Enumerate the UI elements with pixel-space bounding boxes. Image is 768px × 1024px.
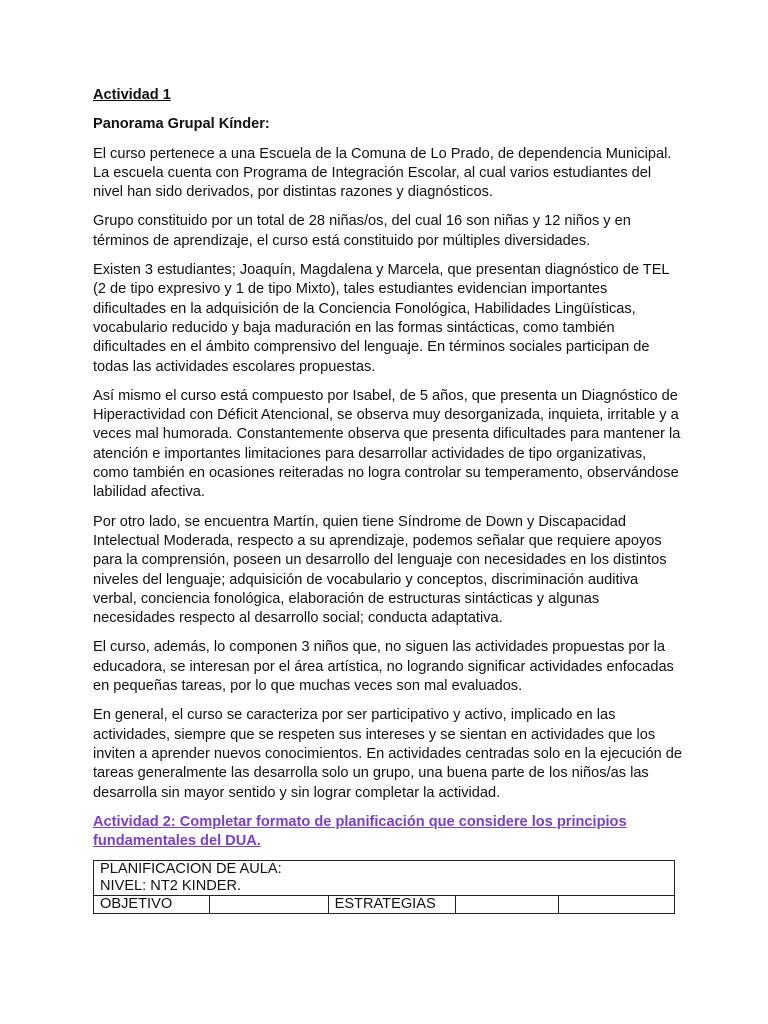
planning-table	[93, 860, 675, 914]
activity2-title: Actividad 2: Completar formato de planificación que considere los principios fundamentales del DUA.	[93, 813, 627, 850]
section-title: Panorama Grupal Kínder:	[93, 116, 270, 133]
col-objetivo: OBJETIVO	[94, 896, 210, 914]
planificacion-label: PLANIFICACION DE AULA:	[100, 861, 282, 878]
col-empty-3	[559, 896, 675, 914]
col-estrategias: ESTRATEGIAS	[328, 896, 455, 914]
paragraph-3: Existen 3 estudiantes; Joaquín, Magdalena y Marcela, que presentan diagnóstico de TEL (2 de tipo expresivo y 1 de tipo Mixto), tales estudiantes evidencian importantes dificultades en la adquisición de la Conciencia Fonológica, Habilidades Lingüísticas, vocabulario reducido y baja maduración en las formas sintácticas, como también dificultades en el ámbito comprensivo del lenguaje. En términos sociales participan de todas las actividades escolares propuestas.	[93, 262, 670, 375]
paragraph-6: El curso, además, lo componen 3 niños que, no siguen las actividades propuestas por la educadora, se interesan por el área artística, no logrando significar actividades enfocadas en pequeñas tareas, por lo que muchas veces son mal evaluados.	[93, 639, 674, 695]
table-column-row	[94, 896, 675, 914]
nivel-label: NIVEL: NT2 KINDER.	[100, 878, 242, 895]
paragraph-2: Grupo constituido por un total de 28 niñas/os, del cual 16 son niñas y 12 niños y en términos de aprendizaje, el curso está constituido por múltiples diversidades.	[93, 213, 631, 249]
col-empty-2	[455, 896, 559, 914]
paragraph-1: El curso pertenece a una Escuela de la Comuna de Lo Prado, de dependencia Municipal. La escuela cuenta con Programa de Integración Escolar, al cual varios estudiantes del nivel han sido derivados, por distintas razones y diagnósticos.	[93, 145, 672, 201]
paragraph-4: Así mismo el curso está compuesto por Isabel, de 5 años, que presenta un Diagnóstico de Hiperactividad con Déficit Atencional, se observa muy desorganizada, inquieta, irritable y a veces mal humorada. Constantemente observa que presenta dificultades para mantener la atención e importantes limitaciones para desarrollar actividades de tipo organizativas, como también en ocasiones reiteradas no logra controlar su temperamento, observándose labilidad afectiva.	[93, 387, 681, 501]
paragraph-5: Por otro lado, se encuentra Martín, quien tiene Síndrome de Down y Discapacidad Intelectual Moderada, respecto a su aprendizaje, podemos señalar que requiere apoyos para la comprensión, poseen un desarrollo del lenguaje con necesidades en los distintos niveles del lenguaje; adquisición de vocabulario y conceptos, discriminación auditiva verbal, conciencia fonológica, elaboración de estructuras sintácticas y algunas necesidades respecto al desarrollo social; conducta adaptativa.	[93, 513, 667, 627]
paragraph-7: En general, el curso se caracteriza por ser participativo y activo, implicado en las actividades, siempre que se respeten sus intereses y se sientan en actividades que los inviten a aprender nuevos conocimientos. En actividades centradas solo en la ejecución de tareas generalmente las desarrolla solo un grupo, una buena parte de los niños/as las desarrolla sin mayor sentido y sin lograr completar la actividad.	[93, 707, 682, 801]
document-page	[93, 86, 683, 914]
table-header-row	[94, 861, 675, 896]
col-empty-1	[209, 896, 328, 914]
activity1-title: Actividad 1	[93, 87, 171, 103]
table-header-cell	[94, 861, 675, 896]
